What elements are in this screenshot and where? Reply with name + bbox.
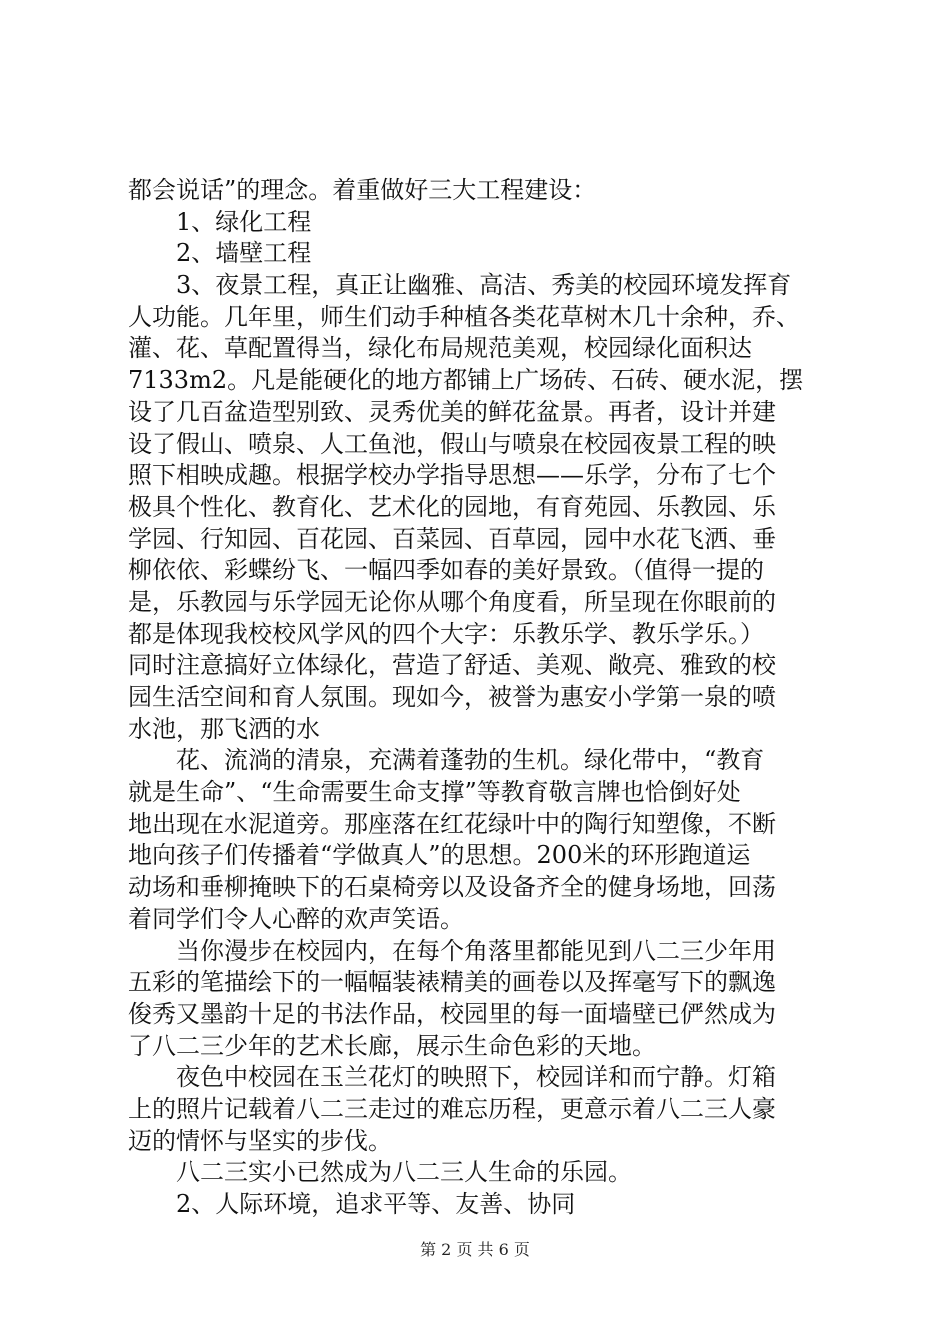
text-line: 学园、行知园、百花园、百菜园、百草园，园中水花飞洒、垂	[128, 524, 776, 553]
text-line: 地出现在水泥道旁。那座落在红花绿叶中的陶行知塑像，不断	[128, 809, 776, 838]
text-line: 迈的情怀与坚实的步伐。	[128, 1126, 392, 1155]
text-line: 1、绿化工程	[128, 207, 312, 236]
text-line: 2、墙壁工程	[128, 239, 312, 268]
text-line: 3、夜景工程，真正让幽雅、高洁、秀美的校园环境发挥育	[128, 271, 792, 300]
text-line: 7133m2。凡是能硬化的地方都铺上广场砖、石砖、硬水泥，摆	[128, 366, 804, 395]
body-text	[128, 175, 838, 1221]
text-line: 同时注意搞好立体绿化，营造了舒适、美观、敞亮、雅致的校	[128, 651, 776, 680]
text-line: 当你漫步在校园内，在每个角落里都能见到八二三少年用	[128, 936, 776, 965]
text-line: 了八二三少年的艺术长廊，展示生命色彩的天地。	[128, 1031, 656, 1060]
text-line: 设了假山、喷泉、人工鱼池，假山与喷泉在校园夜景工程的映	[128, 429, 776, 458]
text-line: 八二三实小已然成为八二三人生命的乐园。	[128, 1158, 632, 1187]
text-line: 动场和垂柳掩映下的石桌椅旁以及设备齐全的健身场地，回荡	[128, 873, 776, 902]
text-line: 设了几百盆造型别致、灵秀优美的鲜花盆景。再者，设计并建	[128, 397, 776, 426]
text-line: 夜色中校园在玉兰花灯的映照下，校园详和而宁静。灯箱	[128, 1063, 776, 1092]
text-line: 柳依依、彩蝶纷飞、一幅四季如春的美好景致。（值得一提的	[128, 556, 764, 585]
text-line: 五彩的笔描绘下的一幅幅装裱精美的画卷以及挥毫写下的飘逸	[128, 968, 776, 997]
text-line: 地向孩子们传播着“学做真人”的思想。200米的环形跑道运	[128, 841, 751, 870]
text-line: 都会说话”的理念。着重做好三大工程建设：	[128, 176, 597, 204]
text-line: 都是体现我校校风学风的四个大字：乐教乐学、教乐学乐。）	[128, 619, 764, 648]
text-line: 是，乐教园与乐学园无论你从哪个角度看，所呈现在你眼前的	[128, 587, 776, 616]
text-line: 上的照片记载着八二三走过的难忘历程，更意示着八二三人豪	[128, 1094, 776, 1123]
page-number-footer: 第 2 页 共 6 页	[420, 1240, 530, 1259]
text-line: 着同学们令人心醉的欢声笑语。	[128, 904, 464, 933]
text-line: 极具个性化、教育化、艺术化的园地，有育苑园、乐教园、乐	[128, 492, 776, 521]
text-line: 灌、花、草配置得当，绿化布局规范美观，校园绿化面积达	[128, 334, 752, 363]
text-line: 照下相映成趣。根据学校办学指导思想——乐学，分布了七个	[128, 461, 776, 490]
text-line: 园生活空间和育人氛围。现如今，被誉为惠安小学第一泉的喷	[128, 683, 776, 711]
text-line: 花、流淌的清泉，充满着蓬勃的生机。绿化带中，“教育	[128, 746, 765, 775]
text-line: 水池，那飞洒的水	[128, 714, 320, 743]
text-line: 2、人际环境，追求平等、友善、协同	[128, 1190, 576, 1218]
text-line: 就是生命”、“生命需要生命支撑”等教育敬言牌也恰倒好处	[128, 778, 741, 807]
text-line: 俊秀又墨韵十足的书法作品，校园里的每一面墙壁已俨然成为	[128, 999, 776, 1028]
text-line: 人功能。几年里，师生们动手种植各类花草树木几十余种，乔、	[128, 302, 800, 331]
